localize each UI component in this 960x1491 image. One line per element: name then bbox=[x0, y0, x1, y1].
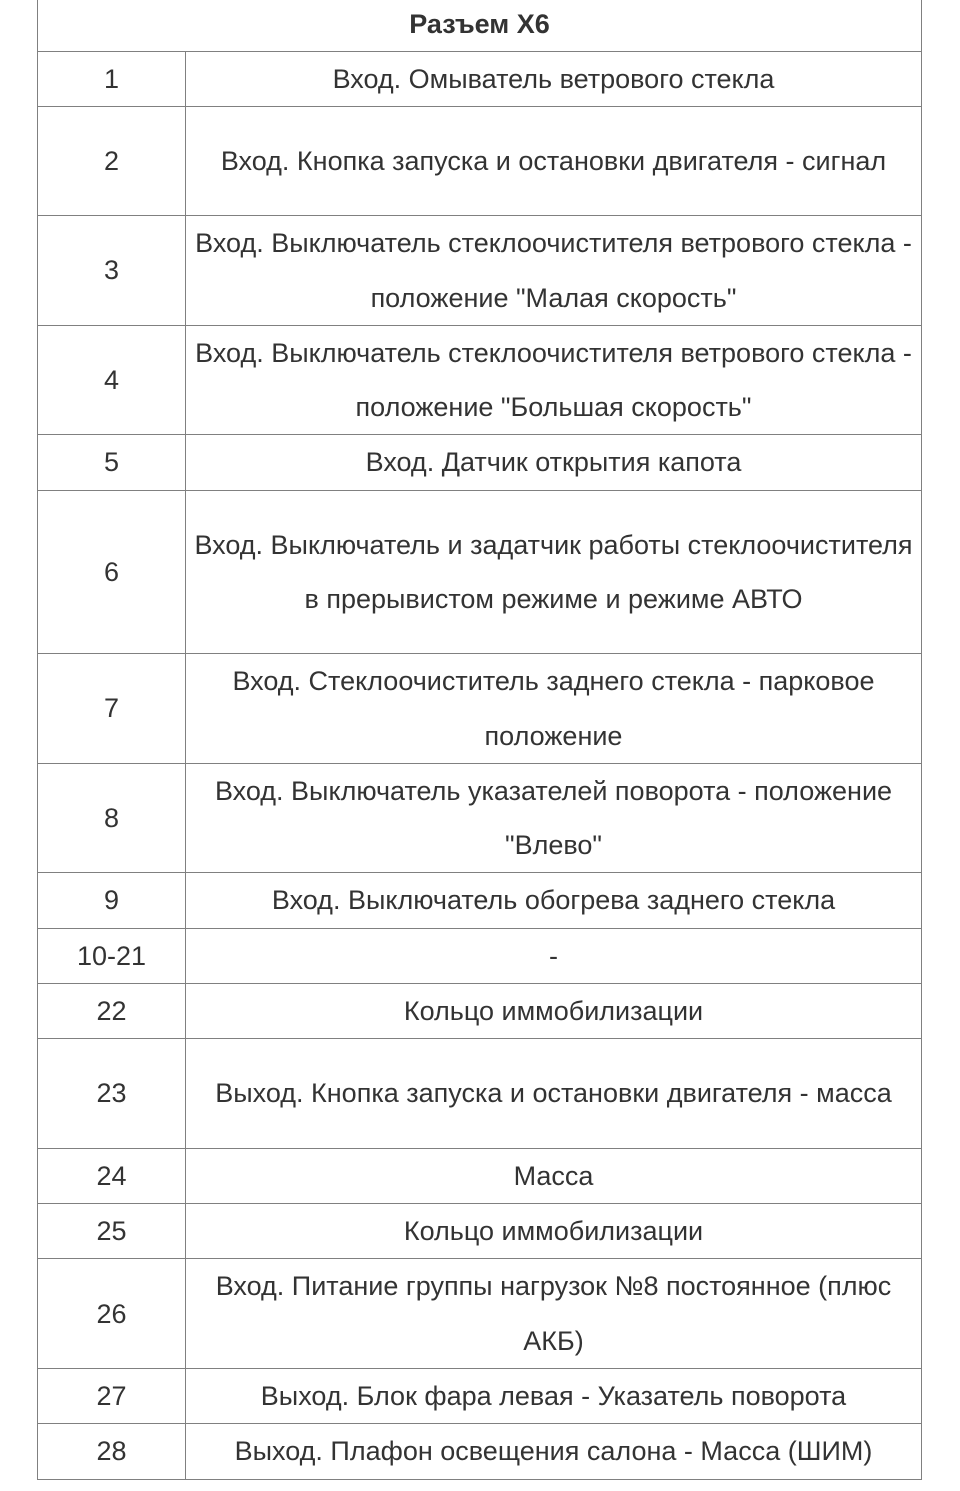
table-row bbox=[38, 325, 922, 435]
pin-number: 28 bbox=[38, 1424, 186, 1479]
table-row bbox=[38, 984, 922, 1039]
pin-number: 6 bbox=[38, 490, 186, 654]
pin-number: 4 bbox=[38, 325, 186, 435]
table-row bbox=[38, 928, 922, 983]
pin-description: Вход. Выключатель стеклоочистителя ветрового стекла - положение "Малая скорость" bbox=[186, 216, 922, 326]
pin-number: 3 bbox=[38, 216, 186, 326]
table-row bbox=[38, 763, 922, 873]
pin-description: Вход. Выключатель стеклоочистителя ветрового стекла - положение "Большая скорость" bbox=[186, 325, 922, 435]
pin-description: Вход. Выключатель указателей поворота - положение "Влево" bbox=[186, 763, 922, 873]
pin-description: Вход. Кнопка запуска и остановки двигателя - сигнал bbox=[186, 106, 922, 216]
pin-number: 8 bbox=[38, 763, 186, 873]
pin-description: Выход. Кнопка запуска и остановки двигателя - масса bbox=[186, 1039, 922, 1149]
table-row bbox=[38, 216, 922, 326]
pin-number: 22 bbox=[38, 984, 186, 1039]
table-row bbox=[38, 490, 922, 654]
pin-number: 2 bbox=[38, 106, 186, 216]
pin-number: 5 bbox=[38, 435, 186, 490]
table-row bbox=[38, 1204, 922, 1259]
pin-description: Выход. Блок фара левая - Указатель поворота bbox=[186, 1369, 922, 1424]
connector-pin-table bbox=[37, 0, 922, 1480]
table-row bbox=[38, 435, 922, 490]
pin-number: 9 bbox=[38, 873, 186, 928]
table-row bbox=[38, 1424, 922, 1479]
pin-description: Масса bbox=[186, 1148, 922, 1203]
pin-number: 26 bbox=[38, 1259, 186, 1369]
table-row bbox=[38, 1148, 922, 1203]
pin-number: 23 bbox=[38, 1039, 186, 1149]
pin-description: Кольцо иммобилизации bbox=[186, 1204, 922, 1259]
table-row bbox=[38, 654, 922, 764]
pin-description: Вход. Омыватель ветрового стекла bbox=[186, 51, 922, 106]
table-row bbox=[38, 1039, 922, 1149]
pin-description: Вход. Выключатель и задатчик работы стеклоочистителя в прерывистом режиме и режиме АВТО bbox=[186, 490, 922, 654]
pin-number: 27 bbox=[38, 1369, 186, 1424]
pin-number: 1 bbox=[38, 51, 186, 106]
pin-number: 24 bbox=[38, 1148, 186, 1203]
table-row bbox=[38, 873, 922, 928]
pin-number: 10-21 bbox=[38, 928, 186, 983]
pin-description: Вход. Питание группы нагрузок №8 постоянное (плюс АКБ) bbox=[186, 1259, 922, 1369]
pin-number: 25 bbox=[38, 1204, 186, 1259]
pin-number: 7 bbox=[38, 654, 186, 764]
table-row bbox=[38, 106, 922, 216]
table-row bbox=[38, 1369, 922, 1424]
table-title: Разъем X6 bbox=[38, 0, 922, 51]
pin-description: Кольцо иммобилизации bbox=[186, 984, 922, 1039]
pin-description: Вход. Датчик открытия капота bbox=[186, 435, 922, 490]
pin-description: Вход. Стеклоочиститель заднего стекла - парковое положение bbox=[186, 654, 922, 764]
table-row bbox=[38, 1259, 922, 1369]
connector-table-container bbox=[37, 0, 921, 1480]
pin-description: Вход. Выключатель обогрева заднего стекла bbox=[186, 873, 922, 928]
pin-description: Выход. Плафон освещения салона - Масса (ШИМ) bbox=[186, 1424, 922, 1479]
table-row bbox=[38, 51, 922, 106]
pin-description: - bbox=[186, 928, 922, 983]
